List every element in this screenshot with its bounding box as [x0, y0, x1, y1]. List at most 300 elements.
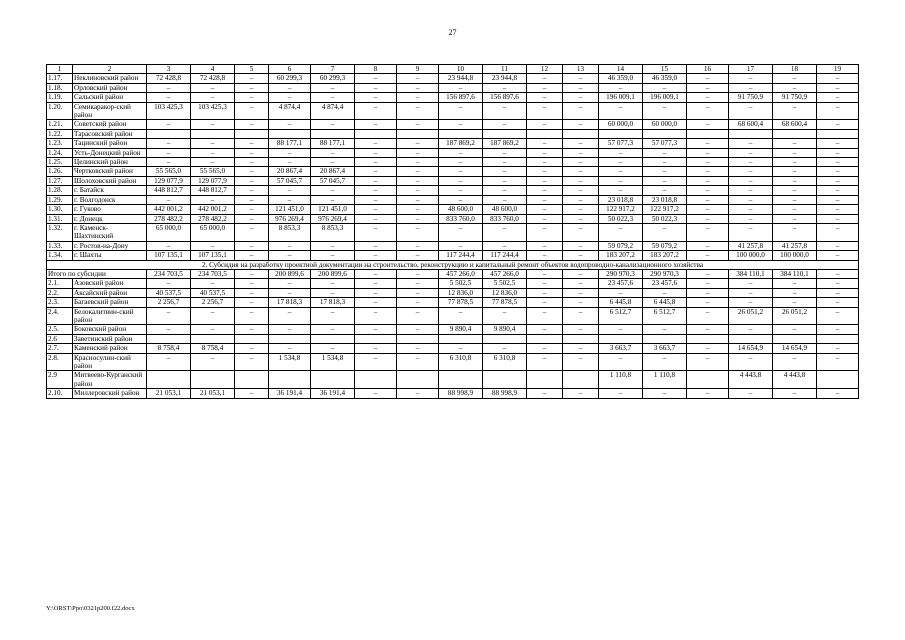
table-cell: 1.28. — [47, 186, 73, 195]
table-cell: Тацинский район — [73, 139, 147, 148]
table-cell: – — [773, 148, 817, 157]
table-cell: – — [397, 241, 439, 250]
table-cell: – — [773, 167, 817, 176]
column-header: 11 — [483, 65, 527, 74]
table-row — [47, 298, 859, 307]
table-cell: – — [355, 83, 397, 92]
table-cell — [397, 371, 439, 389]
table-cell: 48 600,0 — [439, 205, 483, 214]
table-cell: – — [355, 223, 397, 241]
table-cell: – — [397, 186, 439, 195]
table-cell — [311, 371, 355, 389]
column-header: 8 — [355, 65, 397, 74]
table-cell: – — [355, 241, 397, 250]
table-cell: – — [191, 158, 235, 167]
table-cell: – — [687, 325, 729, 334]
table-cell: – — [527, 307, 563, 325]
table-cell: 183 207,2 — [643, 251, 687, 260]
table-cell: 457 266,0 — [483, 269, 527, 278]
table-cell: 1.32. — [47, 223, 73, 241]
table-cell: – — [687, 205, 729, 214]
table-cell: – — [527, 148, 563, 157]
table-cell: – — [817, 139, 859, 148]
table-cell: Тарасовский район — [73, 129, 147, 138]
table-cell: – — [269, 83, 311, 92]
table-cell: – — [439, 176, 483, 185]
table-cell: – — [527, 176, 563, 185]
table-cell: – — [355, 93, 397, 102]
table-cell: – — [355, 205, 397, 214]
table-cell: Чертковский район — [73, 167, 147, 176]
table-cell: – — [483, 176, 527, 185]
table-cell — [235, 129, 269, 138]
table-cell: 183 207,2 — [599, 251, 643, 260]
table-cell: 60 000,0 — [599, 120, 643, 129]
table-cell: 68 600,4 — [729, 120, 773, 129]
table-cell: 41 257,8 — [773, 241, 817, 250]
table-cell: 23 944,8 — [439, 74, 483, 83]
table-cell: – — [269, 251, 311, 260]
table-cell: – — [439, 158, 483, 167]
table-cell: 200 899,6 — [311, 269, 355, 278]
table-cell: – — [527, 269, 563, 278]
table-cell: 50 022,3 — [643, 214, 687, 223]
table-cell: 117 244,4 — [439, 251, 483, 260]
table-cell: – — [599, 325, 643, 334]
table-cell: г. Донецк — [73, 214, 147, 223]
table-row — [47, 325, 859, 334]
table-cell: – — [687, 353, 729, 371]
table-cell — [269, 371, 311, 389]
table-cell: 100 000,0 — [773, 251, 817, 260]
table-cell — [397, 129, 439, 138]
table-cell: 833 760,0 — [483, 214, 527, 223]
table-cell: – — [773, 353, 817, 371]
table-cell: – — [773, 325, 817, 334]
table-cell: – — [563, 223, 599, 241]
table-cell: 4 443,8 — [773, 371, 817, 389]
table-cell: – — [147, 241, 191, 250]
table-cell: 1.17. — [47, 74, 73, 83]
table-cell: – — [527, 298, 563, 307]
table-cell: Багаевский район — [73, 298, 147, 307]
column-header: 3 — [147, 65, 191, 74]
table-cell: 8 758,4 — [147, 344, 191, 353]
table-cell: 9 890,4 — [439, 325, 483, 334]
table-cell: 14 654,9 — [729, 344, 773, 353]
table-cell: – — [643, 288, 687, 297]
table-cell: 117 244,4 — [483, 251, 527, 260]
table-cell — [311, 129, 355, 138]
table-cell: – — [397, 158, 439, 167]
table-cell: – — [643, 167, 687, 176]
table-cell: 100 000,0 — [729, 251, 773, 260]
table-cell: Миллеровский район — [73, 389, 147, 398]
table-cell — [147, 334, 191, 343]
table-cell: – — [439, 148, 483, 157]
table-cell: – — [311, 307, 355, 325]
table-cell: – — [563, 241, 599, 250]
table-cell: 1.19. — [47, 93, 73, 102]
section-title: 2. Субсидия на разработку проектной документации на строительство, реконструкцию и капитальный ремонт объектов водопроводно-канализационного хозяйства — [47, 260, 859, 269]
table-cell: 6 512,7 — [599, 307, 643, 325]
table-cell: 976 269,4 — [311, 214, 355, 223]
table-cell: 2.7. — [47, 344, 73, 353]
table-cell: – — [643, 102, 687, 120]
table-cell — [643, 334, 687, 343]
table-cell: 384 110,1 — [729, 269, 773, 278]
table-cell: – — [397, 205, 439, 214]
table-cell: – — [773, 214, 817, 223]
table-cell: – — [687, 158, 729, 167]
table-cell: Каменский район — [73, 344, 147, 353]
table-cell: г. Гуково — [73, 205, 147, 214]
table-cell: – — [235, 74, 269, 83]
table-cell: 23 018,8 — [599, 195, 643, 204]
table-cell: – — [599, 389, 643, 398]
table-cell: 234 703,5 — [147, 269, 191, 278]
table-cell: 122 917,2 — [643, 205, 687, 214]
table-row — [47, 158, 859, 167]
table-cell: – — [191, 148, 235, 157]
section-title-row — [47, 260, 859, 269]
table-cell: – — [311, 93, 355, 102]
table-cell: – — [729, 214, 773, 223]
table-cell: – — [729, 298, 773, 307]
table-cell — [191, 334, 235, 343]
table-cell: – — [643, 158, 687, 167]
table-cell: – — [527, 251, 563, 260]
table-cell: – — [311, 120, 355, 129]
table-cell: Боковский район — [73, 325, 147, 334]
table-cell: 1.20. — [47, 102, 73, 120]
table-cell: – — [527, 344, 563, 353]
table-cell: 2 256,7 — [191, 298, 235, 307]
table-cell: 833 760,0 — [439, 214, 483, 223]
column-header: 19 — [817, 65, 859, 74]
table-cell: 2.4. — [47, 307, 73, 325]
table-cell: – — [817, 83, 859, 92]
table-cell: – — [355, 214, 397, 223]
table-cell: Усть-Донецкий район — [73, 148, 147, 157]
table-cell: – — [483, 223, 527, 241]
table-cell: 442 001,2 — [147, 205, 191, 214]
table-cell: 88 998,9 — [439, 389, 483, 398]
table-cell: 88 177,1 — [311, 139, 355, 148]
table-cell: 77 878,5 — [439, 298, 483, 307]
table-cell: – — [397, 279, 439, 288]
table-row — [47, 389, 859, 398]
table-cell: – — [687, 298, 729, 307]
table-cell: 1.31. — [47, 214, 73, 223]
table-cell: – — [235, 158, 269, 167]
table-cell: – — [563, 389, 599, 398]
table-cell: – — [355, 298, 397, 307]
table-cell: – — [527, 241, 563, 250]
table-cell: – — [729, 158, 773, 167]
table-cell — [729, 129, 773, 138]
total-row — [47, 269, 859, 278]
table-row — [47, 214, 859, 223]
table-cell: 72 428,8 — [147, 74, 191, 83]
table-row — [47, 288, 859, 297]
table-cell: 5 502,5 — [439, 279, 483, 288]
table-cell — [147, 371, 191, 389]
table-cell: – — [355, 389, 397, 398]
table-cell: 21 053,1 — [191, 389, 235, 398]
table-cell: – — [729, 148, 773, 157]
table-cell: 2.3. — [47, 298, 73, 307]
table-cell: – — [687, 186, 729, 195]
table-cell: 196 009,1 — [643, 93, 687, 102]
table-cell: 2.6 — [47, 334, 73, 343]
table-cell: Митвеево-Курганский район — [73, 371, 147, 389]
table-cell: 1.26. — [47, 167, 73, 176]
table-cell: 36 191,4 — [311, 389, 355, 398]
table-cell: 12 836,0 — [439, 288, 483, 297]
table-cell: 1.25. — [47, 158, 73, 167]
table-cell: 121 451,0 — [311, 205, 355, 214]
table-cell: 448 812,7 — [191, 186, 235, 195]
table-row — [47, 353, 859, 371]
table-cell — [773, 129, 817, 138]
table-cell: 17 818,3 — [311, 298, 355, 307]
table-cell: – — [729, 223, 773, 241]
table-cell: – — [355, 158, 397, 167]
table-cell: 20 867,4 — [311, 167, 355, 176]
table-cell: – — [311, 251, 355, 260]
table-cell: 976 269,4 — [269, 214, 311, 223]
table-cell: – — [397, 251, 439, 260]
table-cell: 1.33. — [47, 241, 73, 250]
table-cell: – — [599, 158, 643, 167]
table-cell: 4 443,8 — [729, 371, 773, 389]
column-header: 16 — [687, 65, 729, 74]
table-cell: – — [817, 269, 859, 278]
table-cell: г. Ростов-на-Дону — [73, 241, 147, 250]
table-cell: 384 110,1 — [773, 269, 817, 278]
table-cell: – — [355, 269, 397, 278]
table-cell: – — [483, 83, 527, 92]
table-cell: – — [355, 74, 397, 83]
table-row — [47, 139, 859, 148]
table-cell — [687, 371, 729, 389]
table-cell: 23 944,8 — [483, 74, 527, 83]
table-cell: – — [817, 279, 859, 288]
table-cell: – — [439, 223, 483, 241]
table-cell — [643, 129, 687, 138]
table-cell: – — [687, 307, 729, 325]
table-cell: 1.30. — [47, 205, 73, 214]
table-cell: – — [527, 102, 563, 120]
table-cell: – — [599, 83, 643, 92]
table-cell: – — [563, 102, 599, 120]
table-cell: 1.34. — [47, 251, 73, 260]
table-cell: Советский район — [73, 120, 147, 129]
table-cell: 4 874,4 — [311, 102, 355, 120]
table-cell: 55 565,0 — [191, 167, 235, 176]
table-cell: 41 257,8 — [729, 241, 773, 250]
table-cell: 1.23. — [47, 139, 73, 148]
table-cell: – — [643, 176, 687, 185]
table-cell: – — [397, 298, 439, 307]
table-cell: – — [687, 269, 729, 278]
table-cell: 196 009,1 — [599, 93, 643, 102]
table-cell: 60 299,3 — [269, 74, 311, 83]
table-cell: 107 135,1 — [191, 251, 235, 260]
table-cell: 8 758,4 — [191, 344, 235, 353]
table-row — [47, 344, 859, 353]
table-cell — [817, 129, 859, 138]
table-cell — [439, 371, 483, 389]
table-cell: 72 428,8 — [191, 74, 235, 83]
table-cell: – — [311, 158, 355, 167]
table-cell: 129 077,9 — [147, 176, 191, 185]
table-cell: – — [643, 325, 687, 334]
table-cell: 1.21. — [47, 120, 73, 129]
table-cell: – — [563, 205, 599, 214]
table-cell: – — [817, 389, 859, 398]
table-cell: – — [599, 148, 643, 157]
table-cell — [311, 334, 355, 343]
table-cell: – — [355, 186, 397, 195]
table-cell: 60 000,0 — [643, 120, 687, 129]
table-cell: – — [397, 148, 439, 157]
table-cell: – — [269, 307, 311, 325]
column-header: 6 — [269, 65, 311, 74]
table-cell: – — [687, 241, 729, 250]
table-cell: – — [687, 288, 729, 297]
table-row — [47, 251, 859, 260]
table-cell: – — [563, 74, 599, 83]
table-cell: – — [483, 344, 527, 353]
table-cell: – — [817, 158, 859, 167]
table-cell: – — [191, 241, 235, 250]
column-header: 7 — [311, 65, 355, 74]
table-cell: – — [599, 288, 643, 297]
table-cell: Целинский район — [73, 158, 147, 167]
table-cell: – — [729, 102, 773, 120]
table-cell: – — [397, 167, 439, 176]
table-cell: 57 045,7 — [269, 176, 311, 185]
table-cell: – — [817, 241, 859, 250]
table-cell: 8 853,3 — [311, 223, 355, 241]
table-cell: 48 600,0 — [483, 205, 527, 214]
column-header: 14 — [599, 65, 643, 74]
column-header: 12 — [527, 65, 563, 74]
table-cell: – — [687, 139, 729, 148]
table-cell: – — [527, 205, 563, 214]
column-header: 17 — [729, 65, 773, 74]
table-cell: – — [311, 195, 355, 204]
table-cell: – — [269, 325, 311, 334]
table-cell: 2.9 — [47, 371, 73, 389]
table-cell: – — [563, 325, 599, 334]
table-cell: – — [439, 102, 483, 120]
table-cell — [483, 129, 527, 138]
table-row — [47, 129, 859, 138]
column-header: 18 — [773, 65, 817, 74]
table-cell: 57 077,3 — [599, 139, 643, 148]
table-cell: – — [355, 344, 397, 353]
table-cell: 3 663,7 — [643, 344, 687, 353]
table-cell: 50 022,3 — [599, 214, 643, 223]
table-cell: 103 425,3 — [191, 102, 235, 120]
table-cell: 12 836,0 — [483, 288, 527, 297]
table-cell — [397, 334, 439, 343]
table-cell: – — [527, 167, 563, 176]
table-cell: – — [397, 325, 439, 334]
table-cell — [599, 129, 643, 138]
table-cell: – — [599, 186, 643, 195]
data-table — [46, 64, 859, 399]
column-header: 10 — [439, 65, 483, 74]
table-cell: – — [397, 102, 439, 120]
table-cell: – — [269, 241, 311, 250]
table-cell: – — [773, 74, 817, 83]
table-cell: – — [235, 139, 269, 148]
table-cell: – — [355, 120, 397, 129]
table-cell: – — [599, 167, 643, 176]
table-cell: – — [643, 353, 687, 371]
table-cell: – — [817, 167, 859, 176]
table-cell: 77 878,5 — [483, 298, 527, 307]
footer-file-path: Y:\ORST\Ppo\0321p200.f22.docx — [46, 605, 135, 612]
table-cell: Семикаракор-ский район — [73, 102, 147, 120]
table-cell: Неклиновский район — [73, 74, 147, 83]
table-cell: 156 897,6 — [483, 93, 527, 102]
table-cell: – — [355, 288, 397, 297]
table-cell: – — [355, 251, 397, 260]
table-cell: 2.1. — [47, 279, 73, 288]
table-cell: 187 869,2 — [439, 139, 483, 148]
table-cell: – — [773, 389, 817, 398]
table-cell: г. Каменск-Шахтинский — [73, 223, 147, 241]
table-cell: – — [191, 195, 235, 204]
column-header-row — [47, 65, 859, 74]
table-cell: – — [483, 167, 527, 176]
table-cell: – — [527, 186, 563, 195]
table-cell: – — [687, 214, 729, 223]
table-cell: 1 534,8 — [269, 353, 311, 371]
table-cell: – — [729, 139, 773, 148]
table-cell: – — [527, 288, 563, 297]
table-cell: – — [269, 186, 311, 195]
table-cell: 234 703,5 — [191, 269, 235, 278]
table-cell: 40 537,5 — [191, 288, 235, 297]
table-cell: – — [817, 214, 859, 223]
column-header: 15 — [643, 65, 687, 74]
column-header: 5 — [235, 65, 269, 74]
table-cell: – — [643, 83, 687, 92]
table-cell: – — [527, 214, 563, 223]
table-cell: – — [817, 288, 859, 297]
table-cell: – — [147, 93, 191, 102]
table-cell: – — [397, 83, 439, 92]
table-cell: – — [147, 195, 191, 204]
table-cell: – — [235, 186, 269, 195]
table-cell: – — [191, 93, 235, 102]
table-cell: 8 853,3 — [269, 223, 311, 241]
table-cell: – — [235, 288, 269, 297]
table-cell: – — [147, 83, 191, 92]
table-cell: – — [397, 353, 439, 371]
table-cell: – — [311, 83, 355, 92]
table-cell: – — [397, 93, 439, 102]
table-cell: – — [773, 83, 817, 92]
table-cell: – — [817, 120, 859, 129]
table-cell: – — [269, 148, 311, 157]
